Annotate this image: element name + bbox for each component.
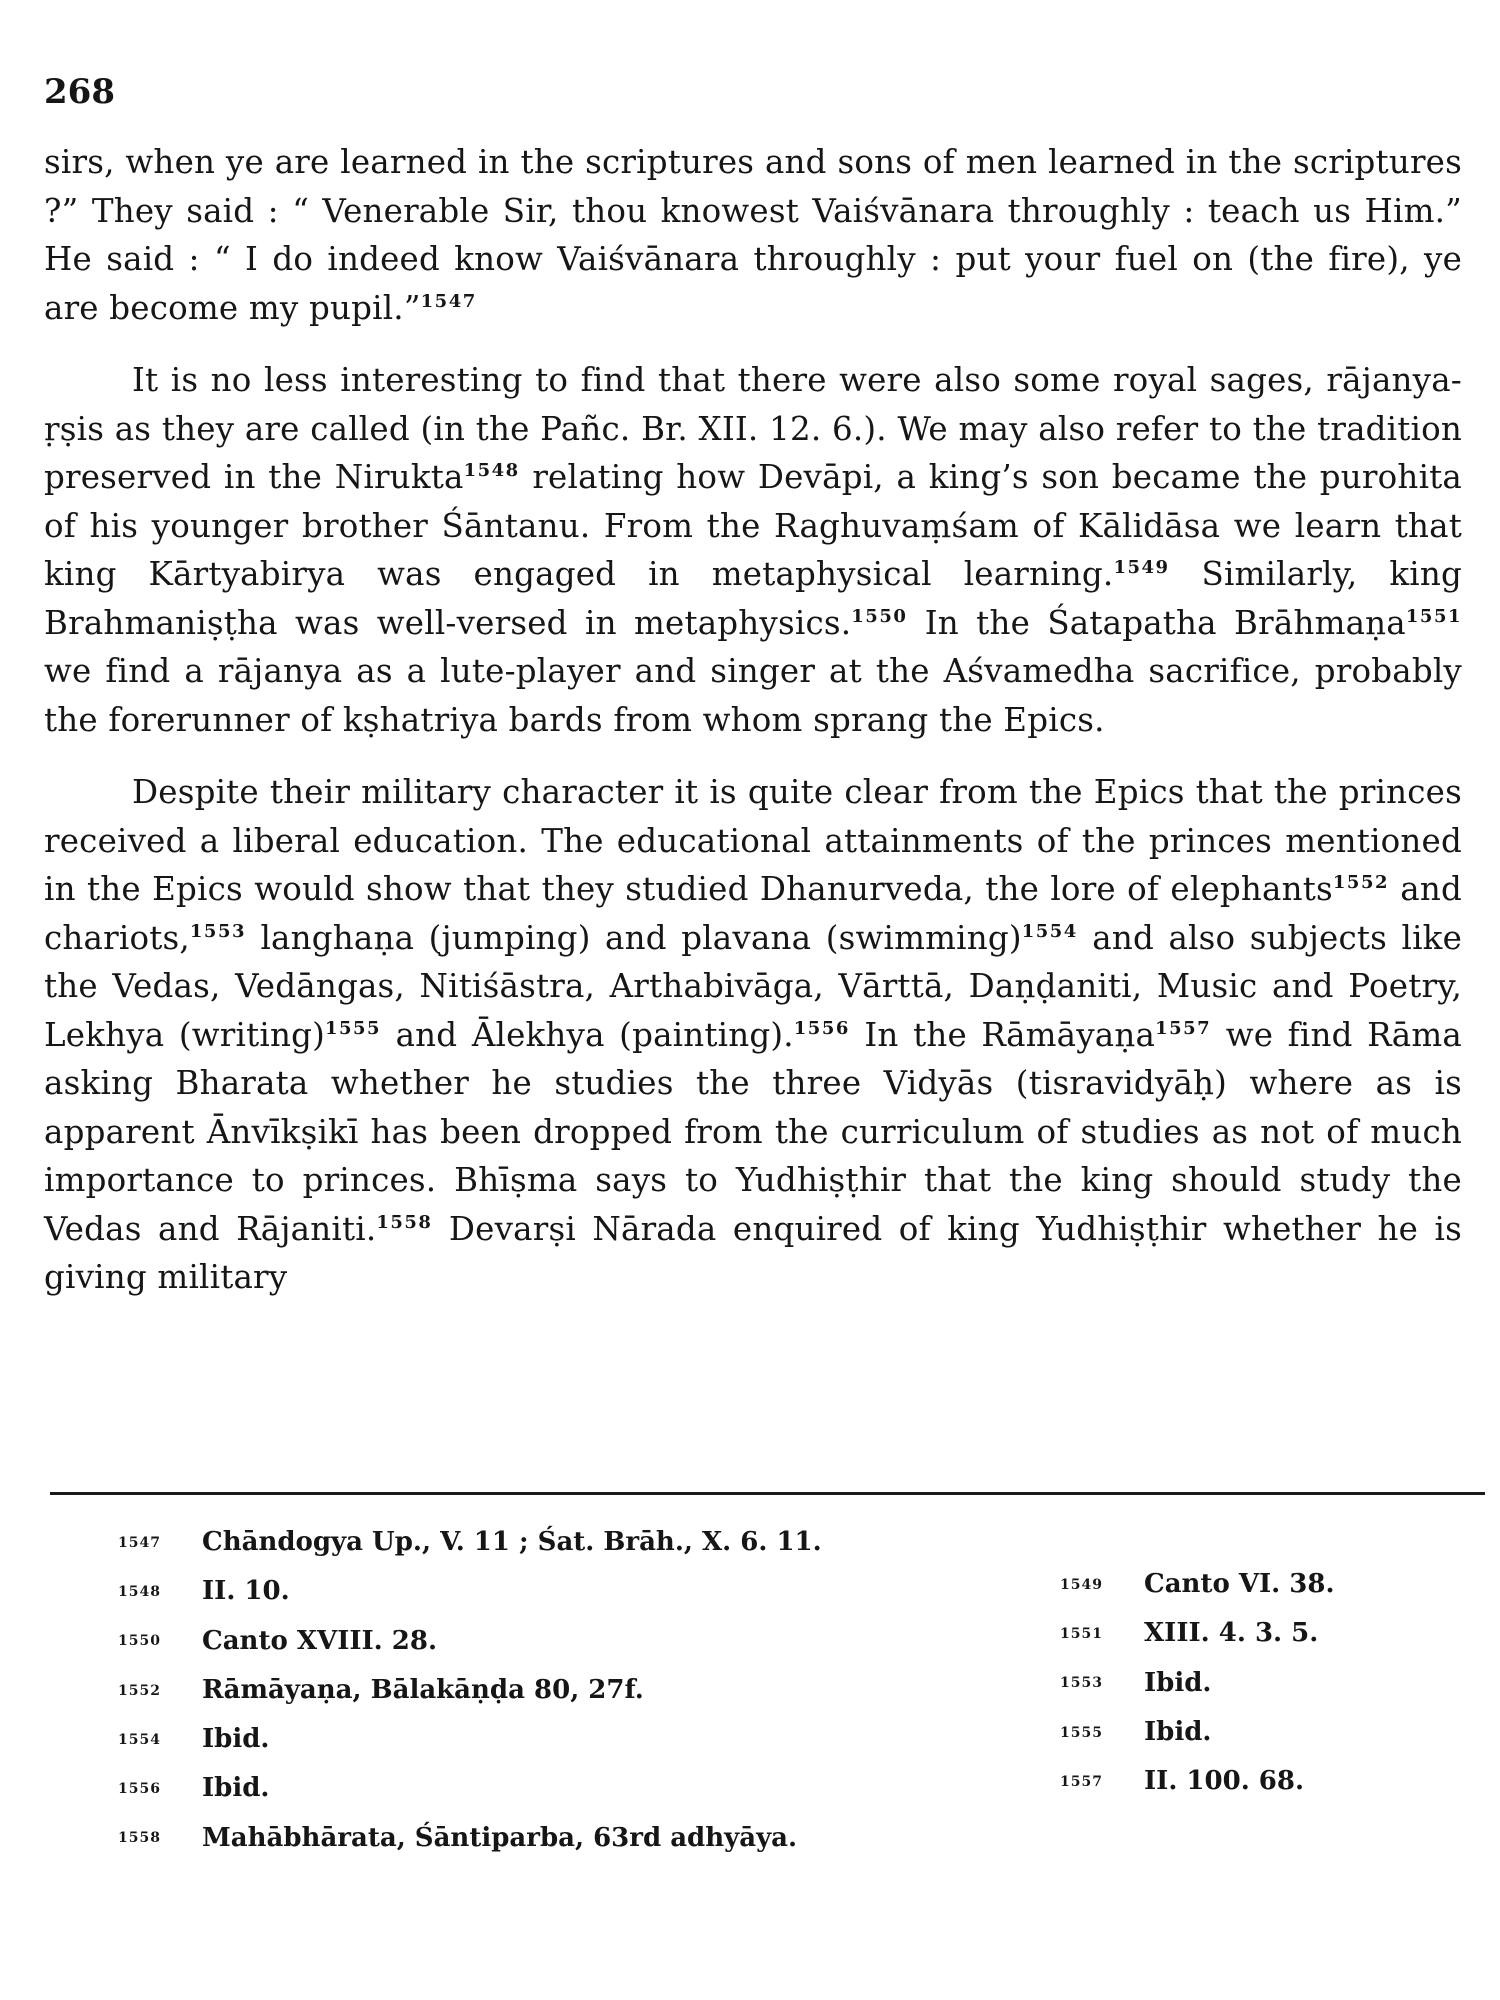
footnote-text: Ibid. — [202, 1724, 270, 1754]
paragraph-2 — [44, 356, 1462, 744]
footnotes-right-column — [1060, 1560, 1480, 1806]
footnote-number: 1557 — [1060, 1773, 1103, 1790]
footnote-item — [1060, 1609, 1480, 1658]
footnote-item — [118, 1518, 918, 1567]
footnotes-left-column — [118, 1518, 918, 1863]
paragraph-text: It is no less interesting to find that there were also some royal sages, rājanya-ṛṣis as they are called (in the Pañc. Br. XII. 12. 6.). We may also refer to the tradition preserved in the Nirukta — [44, 361, 1462, 496]
paragraph-text: we find a rājanya as a lute-player and singer at the Aśvamedha sacrifice, probably the forerunner of kṣhatriya bards from whom sprang the Epics. — [44, 652, 1462, 739]
paragraph-text: Similarly, king Brahmaniṣṭha was well-versed in metaphysics. — [44, 555, 1462, 642]
footnote-item — [1060, 1560, 1480, 1609]
footnote-marker: 1556 — [793, 1017, 850, 1039]
paragraph-text: Devarṣi Nārada enquired of king Yudhiṣṭhir whether he is giving military — [44, 1209, 1462, 1296]
paragraph-text: we find Rāma asking Bharata whether he studies the three Vidyās (tisravidyāḥ) where as is apparent Ānvīkṣikī has been dropped from the curriculum of studies as not of much importance to princes. Bhīṣma says to Yudhiṣṭhir that the king should study the Vedas and Rājaniti. — [44, 1015, 1462, 1248]
footnote-item — [1060, 1708, 1480, 1757]
paragraph-text: In the Śatapatha Brāhmaṇa — [907, 603, 1406, 642]
footnote-number: 1555 — [1060, 1724, 1103, 1741]
footnote-text: II. 100. 68. — [1144, 1766, 1305, 1796]
paragraph-text: sirs, when ye are learned in the scriptures and sons of men learned in the scriptures ?” They said : “ Venerable Sir, thou knowest Vaiśvānara throughly : teach us Him.” He said : “ I do indeed know Vaiśvānara throughly : put your fuel on (the fire), ye are become my pupil.” — [44, 143, 1462, 327]
footnote-number: 1549 — [1060, 1576, 1103, 1593]
paragraph-text: and also subjects like the Vedas, Vedāngas, Nitiśāstra, Arthabivāga, Vārttā, Daṇḍaniti, Music and Poetry, Lekhya (writing) — [44, 918, 1462, 1054]
footnote-number: 1556 — [118, 1781, 161, 1797]
paragraph-text: and Ālekhya (painting). — [381, 1015, 794, 1054]
footnote-text: Canto XVIII. 28. — [202, 1625, 438, 1656]
footnote-number: 1551 — [1060, 1626, 1103, 1642]
footnote-item — [118, 1715, 918, 1764]
paragraph-text: and chariots, — [44, 870, 1462, 957]
footnote-text: Mahābhārata, Śāntiparba, 63rd adhyāya. — [202, 1822, 798, 1853]
paragraph-3 — [44, 768, 1462, 1302]
footnote-item — [118, 1567, 918, 1616]
footnote-text: II. 10. — [202, 1576, 290, 1607]
footnote-marker: 1548 — [463, 460, 520, 482]
footnote-text: Ibid. — [202, 1773, 270, 1804]
paragraph-text: In the Rāmāyaṇa — [849, 1015, 1156, 1054]
footnote-number: 1547 — [118, 1534, 161, 1551]
paragraph-1 — [44, 138, 1462, 332]
footnote-marker: 1558 — [376, 1211, 433, 1233]
footnote-text: Ibid. — [1144, 1716, 1212, 1747]
footnote-marker: 1551 — [1405, 605, 1462, 627]
footnote-marker: 1553 — [189, 920, 246, 942]
footnote-number: 1548 — [118, 1584, 161, 1600]
footnote-marker: 1554 — [1021, 920, 1078, 942]
page-number: 268 — [44, 72, 115, 112]
footnote-text: Chāndogya Up., V. 11 ; Śat. Brāh., X. 6. 11. — [202, 1527, 822, 1557]
footnote-marker: 1547 — [420, 290, 477, 312]
footnote-text: Canto VI. 38. — [1144, 1569, 1335, 1599]
footnote-text: XIII. 4. 3. 5. — [1144, 1618, 1319, 1649]
footnote-marker: 1549 — [1113, 557, 1170, 579]
footnote-item — [118, 1814, 918, 1863]
footnote-number: 1553 — [1060, 1675, 1103, 1692]
footnote-item — [118, 1617, 918, 1666]
footnote-marker: 1550 — [851, 605, 908, 627]
footnote-number: 1554 — [118, 1731, 161, 1748]
footnote-item — [118, 1666, 918, 1715]
footnote-item — [118, 1764, 918, 1813]
footnote-text: Rāmāyaṇa, Bālakāṇḍa 80, 27f. — [202, 1674, 644, 1705]
footnote-item — [1060, 1757, 1480, 1806]
paragraph-text: Despite their military character it is quite clear from the Epics that the princes received a liberal education. The educational attainments of the princes mentioned in the Epics would show that they studied Dhanurveda, the lore of elephants — [44, 773, 1462, 908]
footnote-marker: 1552 — [1332, 872, 1389, 894]
footnote-divider — [50, 1492, 1485, 1495]
body-text — [44, 138, 1462, 1302]
footnote-marker: 1555 — [324, 1017, 382, 1039]
paragraph-text: relating how Devāpi, a king’s son became the purohita of his younger brother Śāntanu. From the Raghuvaṃśam of Kālidāsa we learn that king Kārtyabirya was engaged in metaphysical learning. — [44, 458, 1462, 593]
footnote-number: 1550 — [118, 1633, 161, 1650]
footnote-number: 1558 — [118, 1830, 161, 1847]
footnote-number: 1552 — [118, 1682, 161, 1699]
footnote-text: Ibid. — [1144, 1667, 1212, 1698]
footnote-marker: 1557 — [1155, 1017, 1212, 1039]
footnote-item — [1060, 1659, 1480, 1708]
paragraph-text: langhaṇa (jumping) and plavana (swimming) — [246, 918, 1022, 957]
